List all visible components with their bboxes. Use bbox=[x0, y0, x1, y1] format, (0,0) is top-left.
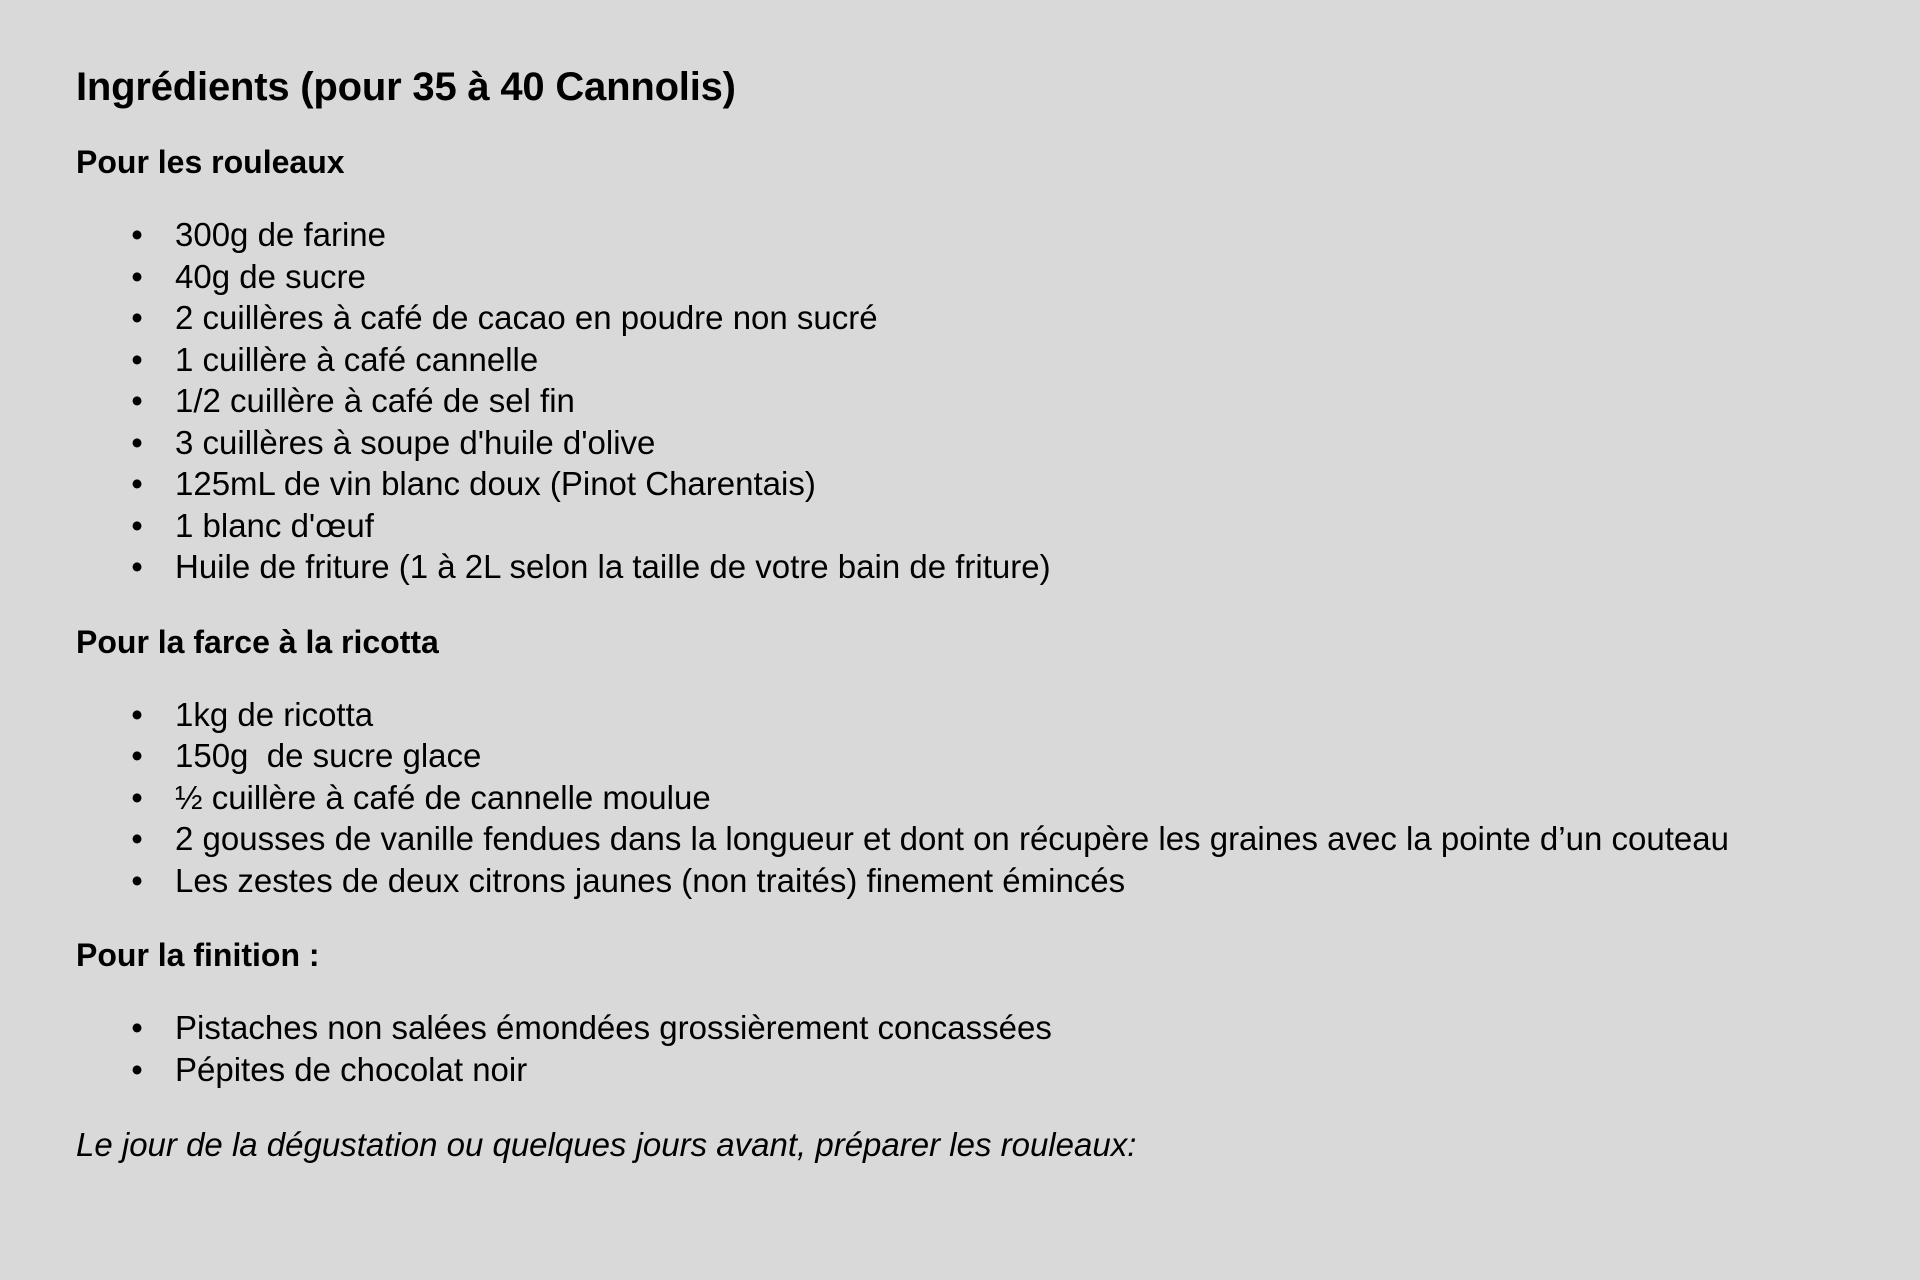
ingredient-list bbox=[76, 1007, 1844, 1090]
bullet-icon: • bbox=[131, 340, 143, 378]
ingredient-list bbox=[76, 694, 1844, 902]
list-item bbox=[76, 860, 1844, 902]
bullet-icon: • bbox=[131, 861, 143, 899]
section-heading: Pour la finition : bbox=[76, 937, 320, 973]
section-rouleaux bbox=[76, 142, 1844, 588]
list-item bbox=[76, 339, 1844, 381]
list-item bbox=[76, 818, 1844, 860]
bullet-icon: • bbox=[131, 695, 143, 733]
ingredient-text: 1 blanc d'œuf bbox=[175, 506, 374, 544]
list-item bbox=[76, 1007, 1844, 1049]
ingredient-text: 2 gousses de vanille fendues dans la longueur et dont on récupère les graines avec la pointe d’un couteau bbox=[175, 820, 1729, 857]
list-item bbox=[76, 505, 1844, 547]
list-item bbox=[76, 422, 1844, 464]
bullet-icon: • bbox=[131, 299, 143, 336]
bullet-icon: • bbox=[131, 382, 143, 419]
bullet-icon: • bbox=[131, 548, 143, 585]
list-item bbox=[76, 297, 1844, 339]
section-heading: Pour la farce à la ricotta bbox=[76, 623, 439, 660]
section-heading: Pour les rouleaux bbox=[76, 144, 345, 180]
ingredient-text: 1 cuillère à café cannelle bbox=[175, 340, 539, 378]
ingredient-text: Pépites de chocolat noir bbox=[175, 1050, 528, 1088]
bullet-icon: • bbox=[131, 423, 143, 461]
list-item bbox=[76, 214, 1844, 256]
list-item bbox=[76, 256, 1844, 298]
section-finition bbox=[76, 935, 1844, 1090]
ingredient-text: 2 cuillères à café de cacao en poudre non sucré bbox=[175, 299, 878, 336]
bullet-icon: • bbox=[131, 1050, 143, 1088]
ingredient-text: 300g de farine bbox=[175, 216, 387, 253]
ingredient-text: 1kg de ricotta bbox=[175, 695, 374, 733]
bullet-icon: • bbox=[131, 216, 143, 253]
bullet-icon: • bbox=[131, 1009, 143, 1046]
recipe-title: Ingrédients (pour 35 à 40 Cannolis) bbox=[76, 65, 736, 109]
bullet-icon: • bbox=[131, 465, 143, 502]
bullet-icon: • bbox=[131, 820, 143, 857]
list-item bbox=[76, 735, 1844, 777]
ingredient-text: ½ cuillère à café de cannelle moulue bbox=[175, 778, 711, 816]
list-item bbox=[76, 777, 1844, 819]
list-item bbox=[76, 1049, 1844, 1091]
bullet-icon: • bbox=[131, 257, 143, 295]
closing-instruction: Le jour de la dégustation ou quelques jours avant, préparer les rouleaux: bbox=[76, 1126, 1137, 1163]
ingredient-text: 1/2 cuillère à café de sel fin bbox=[175, 382, 575, 419]
list-item bbox=[76, 380, 1844, 422]
bullet-icon: • bbox=[131, 778, 143, 816]
bullet-icon: • bbox=[131, 506, 143, 544]
ingredient-text: 150g de sucre glace bbox=[175, 737, 482, 774]
ingredient-list bbox=[76, 214, 1844, 588]
bullet-icon: • bbox=[131, 737, 143, 774]
ingredient-text: Pistaches non salées émondées grossièrement concassées bbox=[175, 1009, 1052, 1046]
list-item bbox=[76, 694, 1844, 736]
ingredient-text: 40g de sucre bbox=[175, 257, 366, 295]
ingredient-text: 3 cuillères à soupe d'huile d'olive bbox=[175, 423, 656, 461]
ingredient-text: Les zestes de deux citrons jaunes (non traités) finement émincés bbox=[175, 861, 1126, 899]
section-farce bbox=[76, 622, 1844, 902]
list-item bbox=[76, 463, 1844, 505]
ingredient-text: Huile de friture (1 à 2L selon la taille de votre bain de friture) bbox=[175, 548, 1051, 585]
list-item bbox=[76, 546, 1844, 588]
ingredient-text: 125mL de vin blanc doux (Pinot Charentais) bbox=[175, 465, 816, 502]
